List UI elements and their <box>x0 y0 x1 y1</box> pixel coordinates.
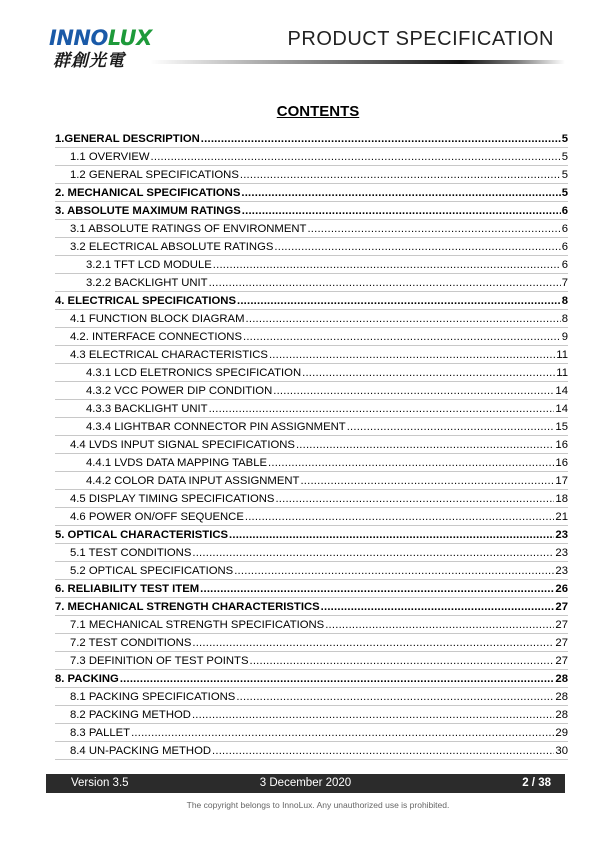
toc-entry-page: 6 <box>561 241 568 253</box>
toc-entry-page: 6 <box>561 259 568 271</box>
toc-entry-page: 23 <box>555 547 568 559</box>
toc-dot-leader <box>321 598 555 616</box>
toc-dot-leader <box>201 130 561 148</box>
toc-entry-page: 23 <box>555 565 568 577</box>
toc-entry-title: 8.3 PALLET <box>70 727 131 739</box>
toc-entry-title: 3.2 ELECTRICAL ABSOLUTE RATINGS <box>70 241 274 253</box>
table-of-contents <box>55 130 568 760</box>
toc-entry[interactable] <box>55 148 568 166</box>
toc-entry-page: 15 <box>555 421 568 433</box>
toc-entry-title: 2. MECHANICAL SPECIFICATIONS <box>55 187 241 199</box>
toc-entry[interactable] <box>55 220 568 238</box>
toc-entry[interactable] <box>55 616 568 634</box>
toc-entry[interactable] <box>55 202 568 220</box>
toc-entry-title: 4.3.3 BACKLIGHT UNIT <box>86 403 208 415</box>
toc-entry[interactable] <box>55 670 568 688</box>
contents-heading: CONTENTS <box>276 103 360 120</box>
toc-entry[interactable] <box>55 364 568 382</box>
toc-entry-page: 23 <box>555 529 568 541</box>
toc-entry[interactable] <box>55 526 568 544</box>
toc-dot-leader <box>131 724 554 742</box>
toc-entry-page: 7 <box>561 277 568 289</box>
toc-dot-leader <box>213 256 561 274</box>
toc-dot-leader <box>246 310 561 328</box>
toc-entry-title: 4.3.2 VCC POWER DIP CONDITION <box>86 385 273 397</box>
page-header <box>0 0 595 80</box>
toc-entry-page: 28 <box>555 709 568 721</box>
toc-entry[interactable] <box>55 580 568 598</box>
toc-dot-leader <box>240 166 561 184</box>
toc-entry-title: 4.3.1 LCD ELETRONICS SPECIFICATION <box>86 367 302 379</box>
toc-entry-page: 28 <box>555 673 568 685</box>
toc-entry-title: 5.2 OPTICAL SPECIFICATIONS <box>70 565 234 577</box>
toc-entry-title: 4.4 LVDS INPUT SIGNAL SPECIFICATIONS <box>70 439 295 451</box>
toc-entry[interactable] <box>55 562 568 580</box>
toc-entry-title: 5. OPTICAL CHARACTERISTICS <box>55 529 229 541</box>
toc-entry-title: 6. RELIABILITY TEST ITEM <box>55 583 200 595</box>
toc-entry[interactable] <box>55 544 568 562</box>
toc-entry[interactable] <box>55 292 568 310</box>
toc-entry-title: 3.1 ABSOLUTE RATINGS OF ENVIRONMENT <box>70 223 307 235</box>
toc-entry[interactable] <box>55 418 568 436</box>
toc-entry-title: 8. PACKING <box>55 673 119 685</box>
logo-chinese-text: 群創光電 <box>53 51 125 71</box>
toc-entry-page: 27 <box>555 637 568 649</box>
toc-entry-title: 1.1 OVERVIEW <box>70 151 150 163</box>
toc-dot-leader <box>192 706 554 724</box>
toc-dot-leader <box>192 634 554 652</box>
toc-entry-page: 8 <box>561 313 568 325</box>
toc-dot-leader <box>120 670 555 688</box>
toc-entry-page: 28 <box>555 691 568 703</box>
toc-dot-leader <box>249 652 554 670</box>
toc-entry-title: 7.2 TEST CONDITIONS <box>70 637 192 649</box>
toc-entry[interactable] <box>55 490 568 508</box>
toc-dot-leader <box>274 238 560 256</box>
toc-entry[interactable] <box>55 688 568 706</box>
toc-dot-leader <box>300 472 554 490</box>
document-title: PRODUCT SPECIFICATION <box>287 28 554 50</box>
footer-date: 3 December 2020 <box>259 777 352 789</box>
toc-entry-page: 5 <box>561 169 568 181</box>
toc-entry-title: 8.2 PACKING METHOD <box>70 709 191 721</box>
toc-entry[interactable] <box>55 706 568 724</box>
toc-entry-title: 3.2.2 BACKLIGHT UNIT <box>86 277 208 289</box>
toc-entry-page: 27 <box>555 655 568 667</box>
toc-entry-page: 5 <box>561 151 568 163</box>
toc-entry-title: 8.4 UN-PACKING METHOD <box>70 745 212 757</box>
toc-entry-title: 4.3.4 LIGHTBAR CONNECTOR PIN ASSIGNMENT <box>86 421 346 433</box>
toc-entry[interactable] <box>55 652 568 670</box>
toc-entry-page: 14 <box>555 385 568 397</box>
toc-dot-leader <box>243 328 561 346</box>
toc-dot-leader <box>236 688 554 706</box>
toc-entry-page: 5 <box>561 133 568 145</box>
toc-entry-page: 17 <box>555 475 568 487</box>
toc-dot-leader <box>347 418 555 436</box>
toc-entry-page: 6 <box>561 223 568 235</box>
toc-entry-page: 11 <box>556 349 568 361</box>
toc-entry-title: 1.2 GENERAL SPECIFICATIONS <box>70 169 239 181</box>
toc-entry-title: 3. ABSOLUTE MAXIMUM RATINGS <box>55 205 241 217</box>
toc-entry[interactable] <box>55 328 568 346</box>
toc-entry[interactable] <box>55 382 568 400</box>
toc-entry-title: 3.2.1 TFT LCD MODULE <box>86 259 212 271</box>
toc-entry-page: 27 <box>555 601 568 613</box>
copyright-notice: The copyright belongs to InnoLux. Any unauthorized use is prohibited. <box>186 800 450 810</box>
toc-dot-leader <box>234 562 554 580</box>
toc-entry-page: 30 <box>555 745 568 757</box>
toc-dot-leader <box>302 364 555 382</box>
toc-dot-leader <box>275 490 554 508</box>
toc-dot-leader <box>229 526 554 544</box>
toc-dot-leader <box>192 544 554 562</box>
toc-entry[interactable] <box>55 310 568 328</box>
footer-version: Version 3.5 <box>71 777 129 789</box>
logo-text-lux: LUX <box>107 26 152 50</box>
toc-entry[interactable] <box>55 472 568 490</box>
toc-entry-title: 4.6 POWER ON/OFF SEQUENCE <box>70 511 244 523</box>
toc-entry[interactable] <box>55 166 568 184</box>
toc-entry-page: 29 <box>555 727 568 739</box>
toc-entry-title: 4.2. INTERFACE CONNECTIONS <box>70 331 242 343</box>
toc-entry[interactable] <box>55 274 568 292</box>
toc-dot-leader <box>273 382 554 400</box>
toc-entry[interactable] <box>55 508 568 526</box>
toc-dot-leader <box>237 292 561 310</box>
toc-entry-page: 11 <box>556 367 568 379</box>
toc-entry[interactable] <box>55 742 568 760</box>
logo-text-inno: INNO <box>49 26 108 50</box>
toc-entry-page: 21 <box>555 511 568 523</box>
toc-entry-title: 8.1 PACKING SPECIFICATIONS <box>70 691 236 703</box>
toc-entry-title: 4.4.1 LVDS DATA MAPPING TABLE <box>86 457 268 469</box>
toc-dot-leader <box>245 508 555 526</box>
toc-entry-title: 7.1 MECHANICAL STRENGTH SPECIFICATIONS <box>70 619 325 631</box>
toc-entry-page: 27 <box>555 619 568 631</box>
toc-entry[interactable] <box>55 238 568 256</box>
toc-entry-title: 4.1 FUNCTION BLOCK DIAGRAM <box>70 313 245 325</box>
toc-dot-leader <box>307 220 560 238</box>
toc-entry-title: 4.5 DISPLAY TIMING SPECIFICATIONS <box>70 493 275 505</box>
toc-entry[interactable] <box>55 400 568 418</box>
innolux-logo <box>49 26 152 50</box>
footer-page-number: 2 / 38 <box>522 777 551 789</box>
toc-entry-title: 4.3 ELECTRICAL CHARACTERISTICS <box>70 349 268 361</box>
toc-dot-leader <box>296 436 554 454</box>
toc-entry-page: 14 <box>555 403 568 415</box>
toc-entry[interactable] <box>55 436 568 454</box>
toc-entry-title: 4.4.2 COLOR DATA INPUT ASSIGNMENT <box>86 475 300 487</box>
toc-dot-leader <box>151 148 561 166</box>
toc-entry-page: 16 <box>555 457 568 469</box>
toc-entry-page: 5 <box>561 187 568 199</box>
toc-entry[interactable] <box>55 724 568 742</box>
toc-dot-leader <box>269 346 555 364</box>
toc-entry[interactable] <box>55 598 568 616</box>
toc-entry-page: 6 <box>561 205 568 217</box>
toc-entry-page: 18 <box>555 493 568 505</box>
toc-entry[interactable] <box>55 634 568 652</box>
toc-entry-page: 26 <box>555 583 568 595</box>
toc-entry[interactable] <box>55 184 568 202</box>
toc-dot-leader <box>241 184 560 202</box>
toc-entry[interactable] <box>55 454 568 472</box>
toc-entry-page: 9 <box>561 331 568 343</box>
toc-dot-leader <box>200 580 554 598</box>
toc-entry-title: 7. MECHANICAL STRENGTH CHARACTERISTICS <box>55 601 320 613</box>
toc-entry-page: 8 <box>561 295 568 307</box>
toc-entry-title: 5.1 TEST CONDITIONS <box>70 547 192 559</box>
toc-entry-page: 16 <box>555 439 568 451</box>
toc-entry-title: 7.3 DEFINITION OF TEST POINTS <box>70 655 249 667</box>
toc-dot-leader <box>212 742 554 760</box>
toc-dot-leader <box>325 616 554 634</box>
toc-entry[interactable] <box>55 130 568 148</box>
toc-entry-title: 1.GENERAL DESCRIPTION <box>55 133 200 145</box>
toc-dot-leader <box>209 400 555 418</box>
header-divider <box>150 60 565 64</box>
footer-bar <box>46 774 565 793</box>
toc-dot-leader <box>242 202 561 220</box>
toc-entry[interactable] <box>55 256 568 274</box>
toc-entry-title: 4. ELECTRICAL SPECIFICATIONS <box>55 295 236 307</box>
toc-entry[interactable] <box>55 346 568 364</box>
toc-dot-leader <box>268 454 554 472</box>
toc-dot-leader <box>209 274 561 292</box>
